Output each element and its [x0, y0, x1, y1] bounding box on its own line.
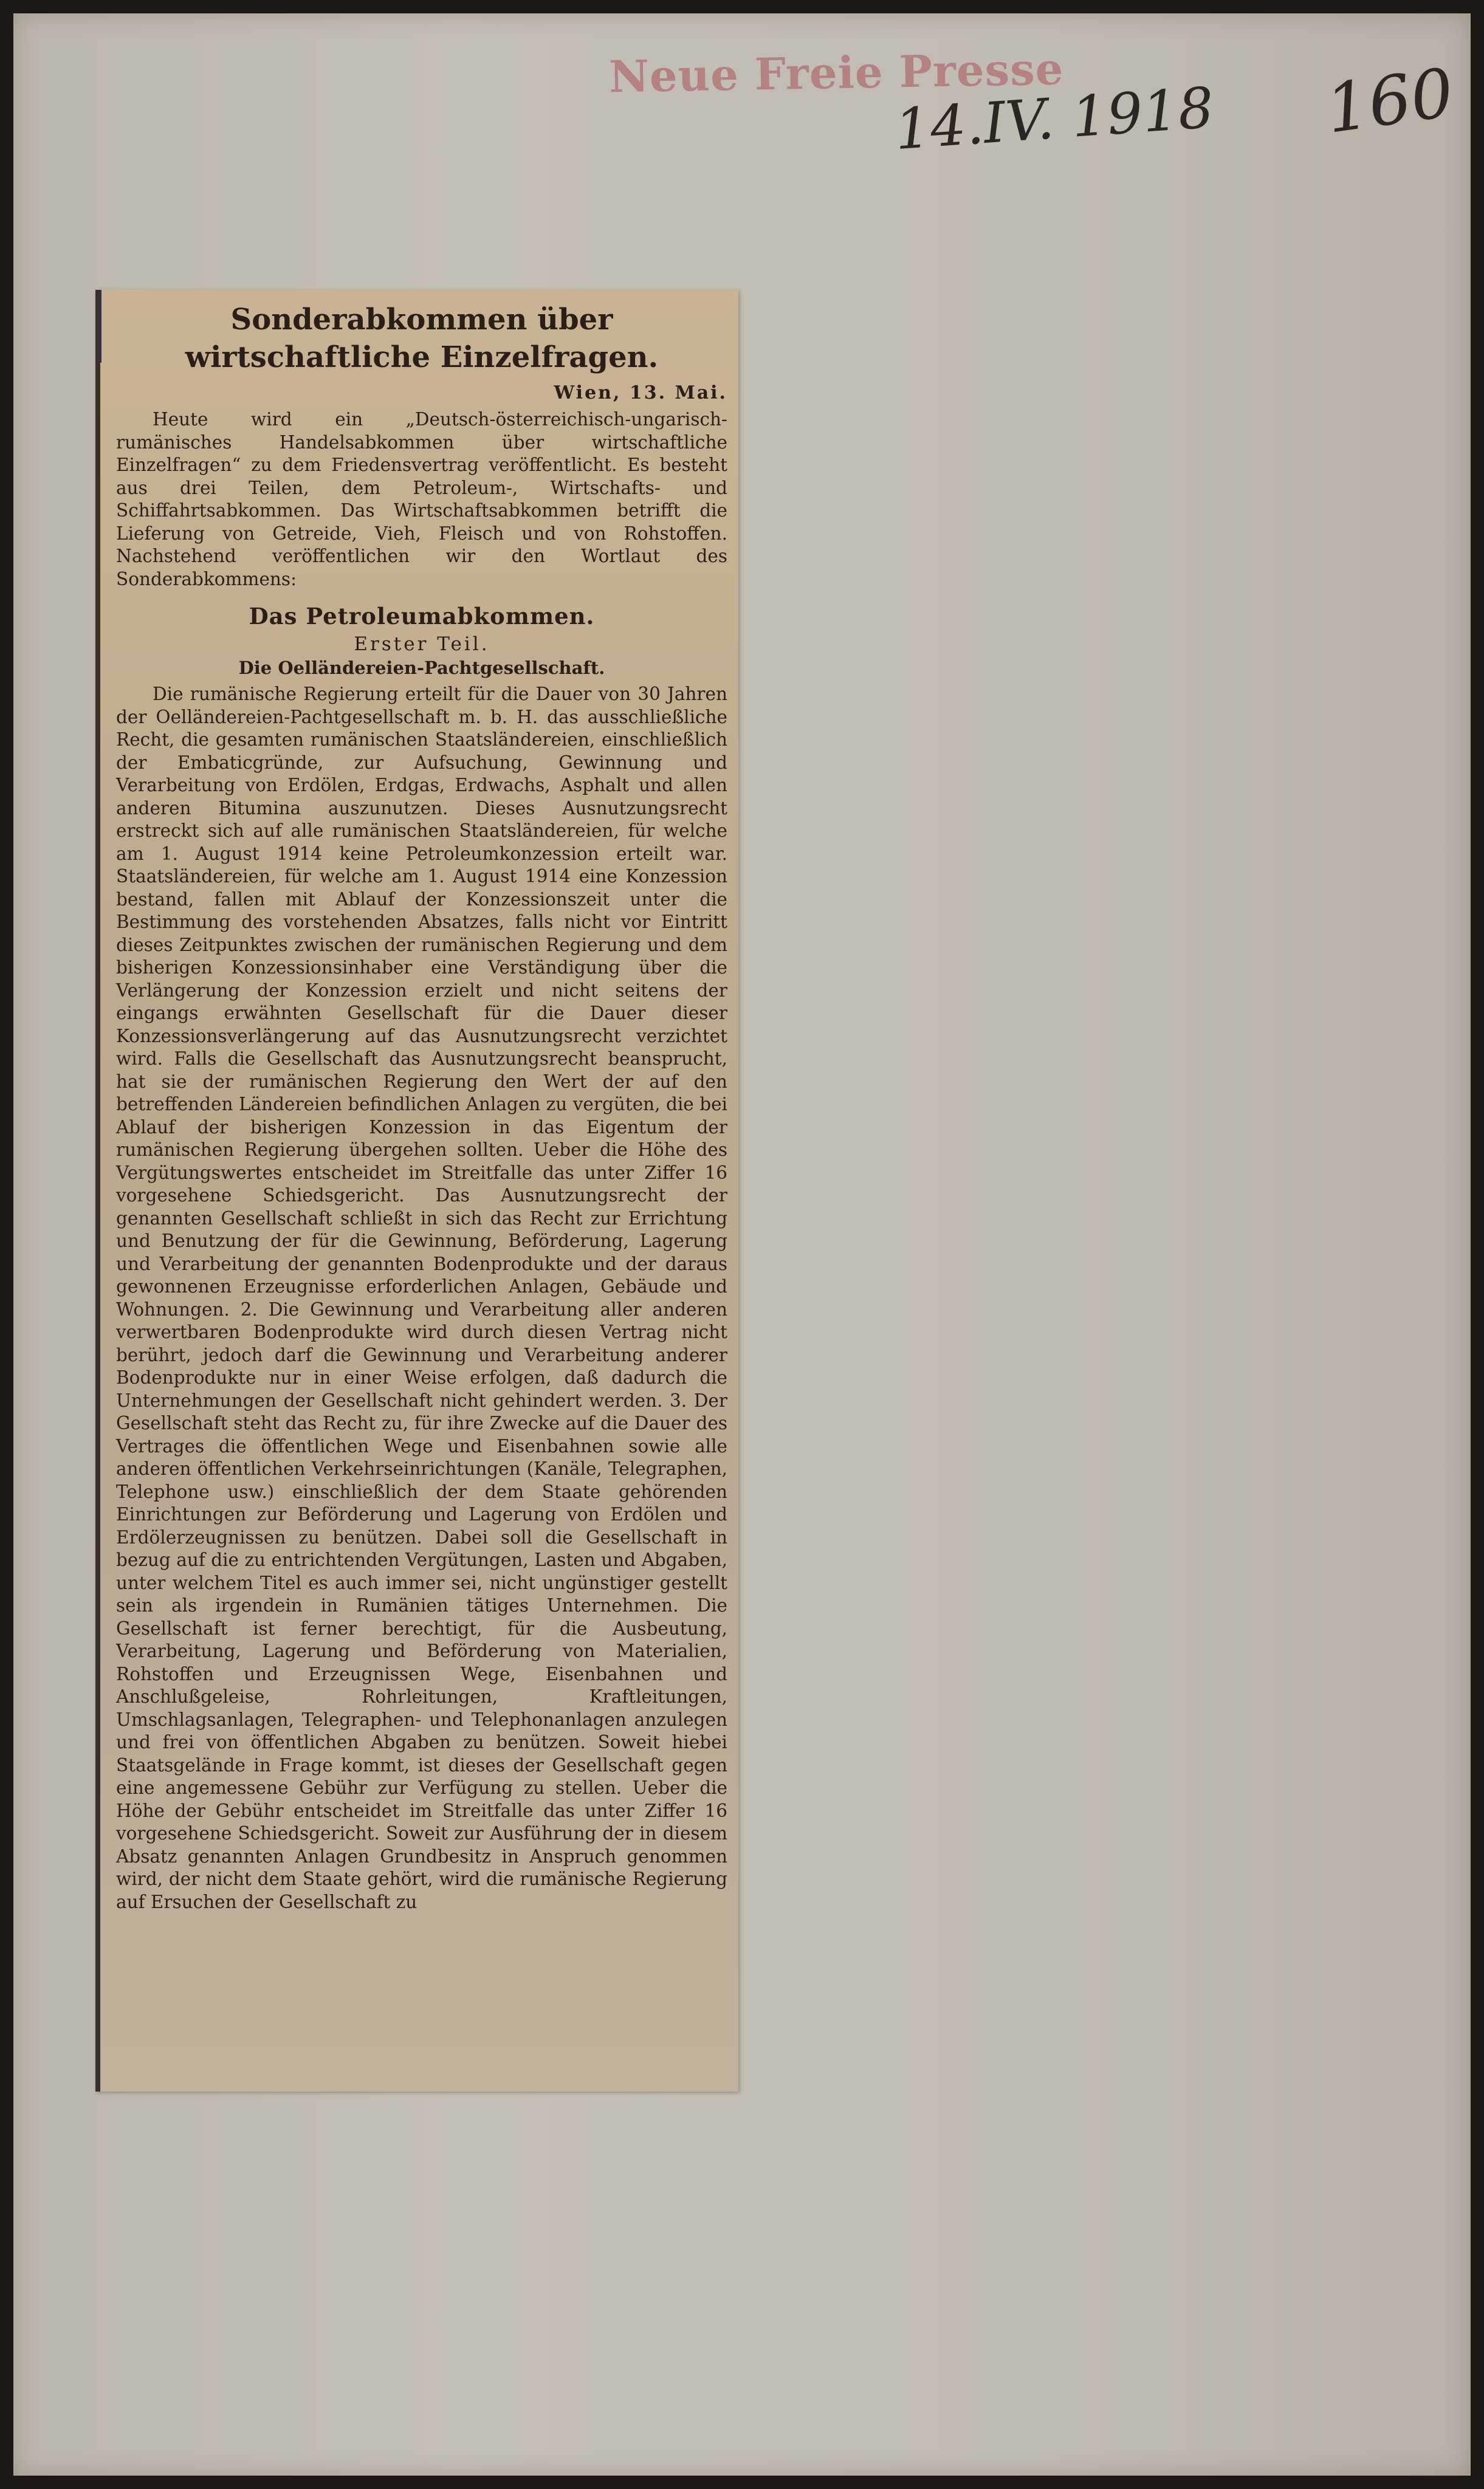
article-intro: Heute wird ein „Deutsch-österreichisch-ungarisch-rumänisches Handelsabkommen über wirtschaftliche Einzelfragen“ zu dem Friedensvertrag veröffentlicht. Es besteht aus drei Teilen, dem Petroleum-, Wirtschafts- und Schiffahrtsabkommen. Das Wirtschaftsabkommen betrifft die Lieferung von Getreide, Vieh, Fleisch und von Rohstoffen. Nachstehend veröffentlichen wir den Wortlaut des Sonderabkommens: [116, 409, 727, 589]
article-headline: Sonderabkommen über wirtschaftliche Einzelfragen. [185, 303, 659, 374]
article-body [116, 301, 727, 1914]
subsection-heading: Die Oelländereien-Pachtgesellschaft. [238, 657, 605, 678]
archive-sheet [13, 13, 1471, 2476]
article-dateline: Wien, 13. Mai. [554, 382, 727, 403]
part-heading: Erster Teil. [354, 633, 490, 655]
article-text: Die rumänische Regierung erteilt für die Dauer von 30 Jahren der Oelländereien-Pachtgesellschaft m. b. H. das ausschließliche Recht, die gesamten rumänischen Staatsländereien, einschließlich der Embaticgründe, zur Aufsuchung, Gewinnung und Verarbeitung von Erdölen, Erdgas, Erdwachs, Asphalt und allen anderen Bitumina auszunutzen. Dieses Ausnutzungsrecht erstreckt sich auf alle rumänischen Staatsländereien, für welche am 1. August 1914 keine Petroleumkonzession erteilt war. Staatsländereien, für welche am 1. August 1914 eine Konzession bestand, fallen mit Ablauf der Konzessionszeit unter die Bestimmung des vorstehenden Absatzes, falls nicht vor Eintritt dieses Zeitpunktes zwischen der rumänischen Regierung und dem bisherigen Konzessionsinhaber eine Verständigung über die Verlängerung der Konzession erzielt und nicht seitens der eingangs erwähnten Gesellschaft für die Dauer dieser Konzessionsverlängerung auf das Ausnutzungsrecht verzichtet wird. Falls die Gesellschaft das Ausnutzungsrecht beansprucht, hat sie der rumänischen Regierung den Wert der auf den betreffenden Ländereien befindlichen Anlagen zu vergüten, die bei Ablauf der bisherigen Konzession in das Eigentum der rumänischen Regierung übergehen sollten. Ueber die Höhe des Vergütungswertes entscheidet im Streitfalle das unter Ziffer 16 vorgesehene Schiedsgericht. Das Ausnutzungsrecht der genannten Gesellschaft schließt in sich das Recht zur Errichtung und Benutzung der für die Gewinnung, Beförderung, Lagerung und Verarbeitung der genannten Bodenprodukte und der daraus gewonnenen Erzeugnisse erforderlichen Anlagen, Gebäude und Wohnungen. 2. Die Gewinnung und Verarbeitung aller anderen verwertbaren Bodenprodukte wird durch diesen Vertrag nicht berührt, jedoch darf die Gewinnung und Verarbeitung anderer Bodenprodukte nur in einer Weise erfolgen, daß dadurch die Unternehmungen der Gesellschaft nicht gehindert werden. 3. Der Gesellschaft steht das Recht zu, für ihre Zwecke auf die Dauer des Vertrages die öffentlichen Wege und Eisenbahnen sowie alle anderen öffentlichen Verkehrseinrichtungen (Kanäle, Telegraphen, Telephone usw.) einschließlich der dem Staate gehörenden Einrichtungen zur Beförderung und Lagerung von Erdölen und Erdölerzeugnissen zu benützen. Dabei soll die Gesellschaft in bezug auf die zu entrichtenden Vergütungen, Lasten und Abgaben, unter welchem Titel es auch immer sei, nicht ungünstiger gestellt sein als irgendein in Rumänien tätiges Unternehmen. Die Gesellschaft ist ferner berechtigt, für die Ausbeutung, Verarbeitung, Lagerung und Beförderung von Materialien, Rohstoffen und Erzeugnissen Wege, Eisenbahnen und Anschlußgeleise, Rohrleitungen, Kraftleitungen, Umschlagsanlagen, Telegraphen- und Telephonanlagen anzulegen und frei von öffentlichen Abgaben zu benützen. Soweit hiebei Staatsgelände in Frage kommt, ist dieses der Gesellschaft gegen eine angemessene Gebühr zur Verfügung zu stellen. Ueber die Höhe der Gebühr entscheidet im Streitfalle das unter Ziffer 16 vorgesehene Schiedsgericht. Soweit zur Ausführung der in diesem Absatz genannten Anlagen Grundbesitz in Anspruch genommen wird, der nicht dem Staate gehört, wird die rumänische Regierung auf Ersuchen der Gesellschaft zu [116, 684, 727, 1912]
section-title: Das Petroleumabkommen. [249, 603, 595, 630]
handwritten-number: 160 [1321, 53, 1458, 148]
handwritten-date: 14.IV. 1918 [892, 75, 1216, 163]
blue-pencil-mark [95, 290, 101, 363]
newspaper-stamp: Neue Freie Presse [608, 43, 1065, 103]
newspaper-clipping [95, 290, 738, 2092]
